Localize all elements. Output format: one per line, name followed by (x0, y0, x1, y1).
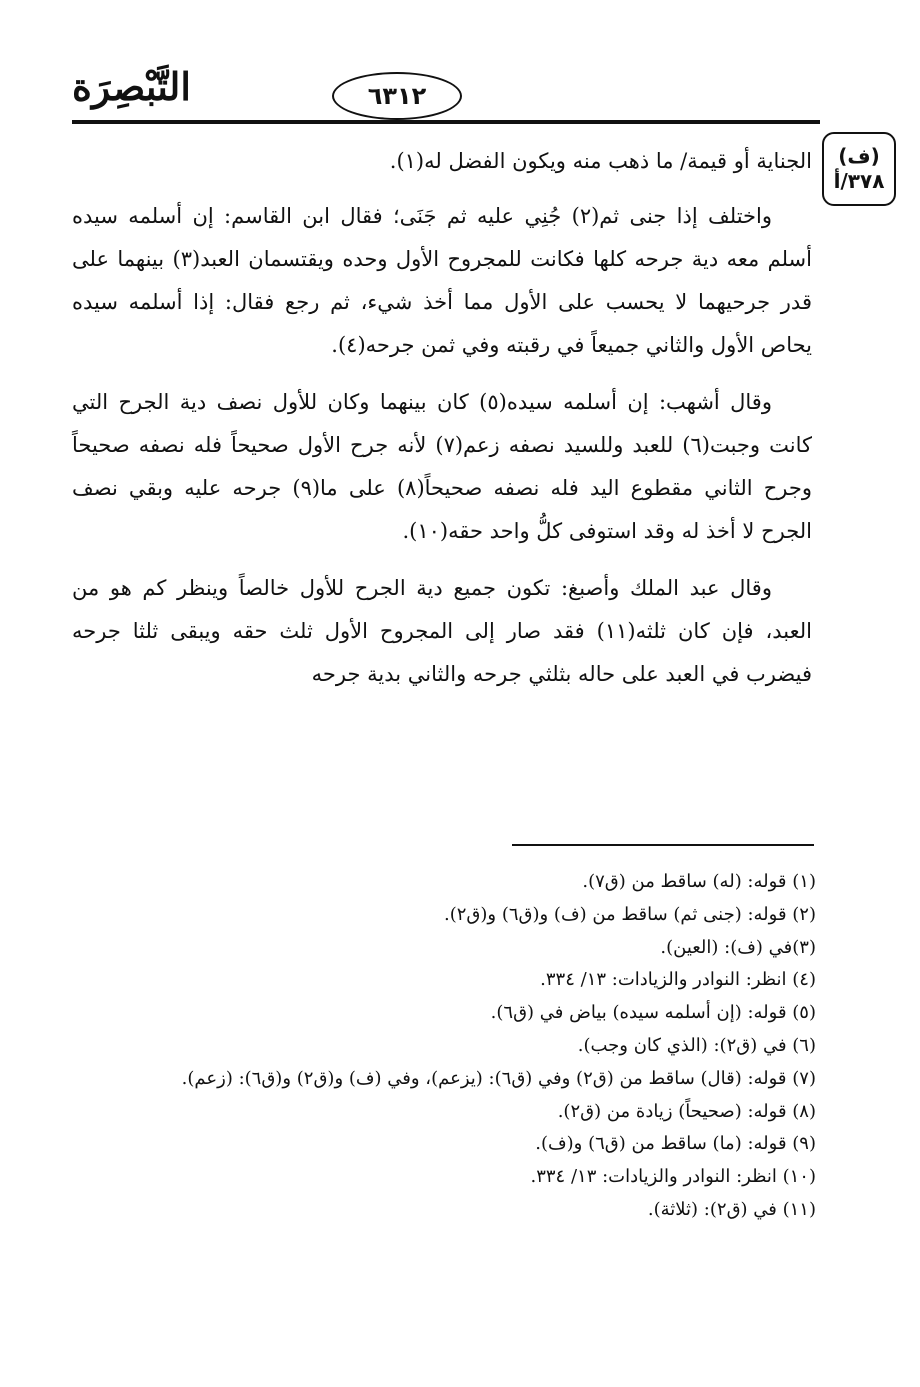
footnote-7: (٧) قوله: (قال) ساقط من (ق٢) وفي (ق٦): (يزعم)، وفي (ف) و(ق٢) و(ق٦): (زعم). (181, 1067, 816, 1089)
footnotes (72, 866, 816, 1227)
footnote-11: (١١) في (ق٢): (ثلاثة). (647, 1198, 816, 1220)
book-title: التَّبْصِرَة (72, 64, 191, 109)
footnote-2: (٢) قوله: (جنى ثم) ساقط من (ف) و(ق٦) و(ق٢). (444, 903, 816, 925)
margin-reference (822, 132, 896, 206)
footnote-8: (٨) قوله: (صحيحاً) زيادة من (ق٢). (557, 1100, 816, 1122)
footnote-1: (١) قوله: (له) ساقط من (ق٧). (582, 871, 816, 892)
paragraph-4: وقال عبد الملك وأصبغ: تكون جميع دية الجرح للأول خالصاً وينظر كم هو من العبد، فإن كان ثلثه(١١) فقد صار إلى المجروح الأول ثلث حقه ويبقى ثلثا جرحه فيضرب في العبد على حاله بثلثي جرحه والثاني بدية جرحه (72, 576, 812, 686)
page-number: ٦٣١٢ (332, 72, 462, 120)
footnote-9: (٩) قوله: (ما) ساقط من (ق٦) و(ف). (535, 1133, 816, 1155)
paragraph-2: واختلف إذا جنى ثم(٢) جُنِي عليه ثم جَنَى؛ فقال ابن القاسم: إن أسلمه سيده أسلم معه دية جرحه كلها فكانت للمجروح الأول وحده ويقتسمان العبد(٣) بينهما على قدر جرحيهما لا يحسب على الأول مما أخذ شيء، ثم رجع فقال: إذا أسلمه سيده يحاص الأول والثاني جميعاً في رقبته وفي ثمن جرحه(٤). (72, 204, 812, 357)
header-divider (72, 120, 820, 124)
margin-source: (ف) (838, 144, 880, 168)
paragraph-3: وقال أشهب: إن أسلمه سيده(٥) كان بينهما وكان للأول نصف دية الجرح التي كانت وجبت(٦) للعبد وللسيد نصفه زعم(٧) لأنه جرح الأول صحيحاً فله نصفه صحيحاً وجرح الثاني مقطوع اليد فله نصفه صحيحاً(٨) على ما(٩) جرحه عليه وبقي نصف الجرح لا أخذ له وقد استوفى كلُّ واحد حقه(١٠). (72, 390, 813, 543)
footnote-10: (١٠) انظر: النوادر والزيادات: ١٣/ ٣٣٤. (530, 1166, 816, 1188)
page-header (72, 58, 820, 130)
footnote-5: (٥) قوله: (إن أسلمه سيده) بياض في (ق٦). (490, 1002, 816, 1024)
main-text (72, 140, 812, 710)
footnote-4: (٤) انظر: النوادر والزيادات: ١٣/ ٣٣٤. (540, 969, 816, 991)
footnote-6: (٦) في (ق٢): (الذي كان وجب). (577, 1034, 816, 1056)
footnote-divider (512, 844, 814, 846)
margin-folio: ٣٧٨/أ (833, 169, 885, 193)
paragraph-1: الجناية أو قيمة/ ما ذهب منه ويكون الفضل له(١). (389, 149, 812, 173)
footnote-3: (٣)في (ف): (العين). (660, 936, 816, 958)
